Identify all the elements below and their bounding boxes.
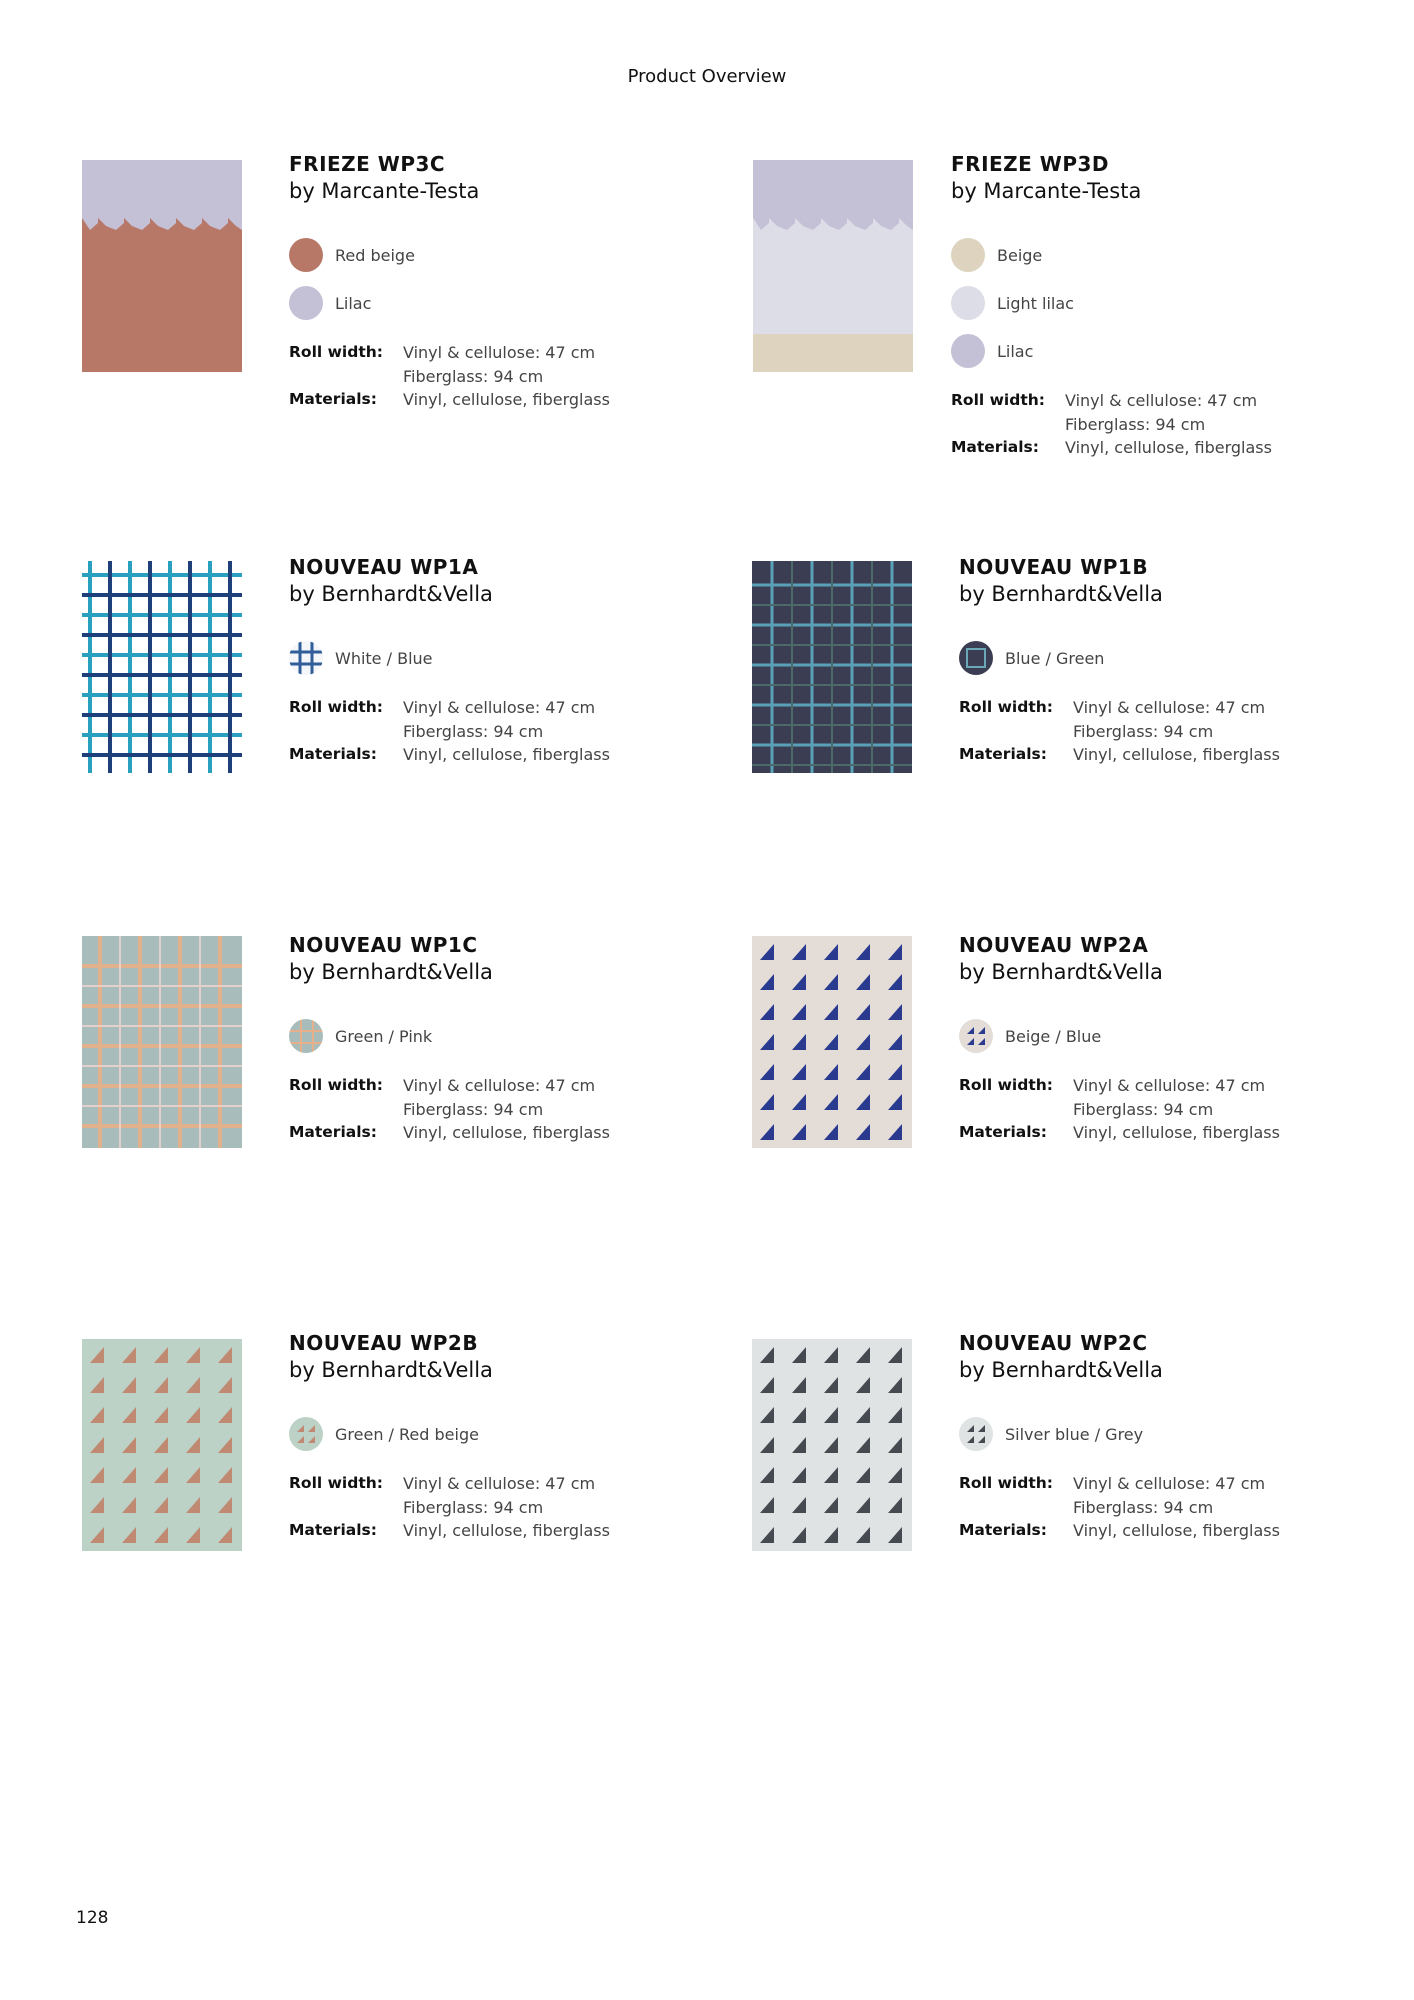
wallpaper-swatch-image[interactable] <box>82 561 242 773</box>
color-swatch-dot <box>289 286 323 320</box>
product-designer: by Bernhardt&Vella <box>289 1358 493 1382</box>
roll-width-vinyl: Vinyl & cellulose: 47 cm <box>1065 391 1258 410</box>
roll-width-fiberglass: Fiberglass: 94 cm <box>403 366 544 386</box>
color-options <box>289 1018 689 1054</box>
materials-value: Vinyl, cellulose, fiberglass <box>1065 438 1272 457</box>
product-title: NOUVEAU WP1C <box>289 933 478 957</box>
materials-value: Vinyl, cellulose, fiberglass <box>1073 1123 1280 1142</box>
color-name: Blue / Green <box>1005 648 1105 668</box>
color-name: Silver blue / Grey <box>1005 1424 1144 1444</box>
color-swatch-dot <box>289 238 323 272</box>
materials-label: Materials: <box>951 438 1039 456</box>
pattern-swatch-dot <box>289 641 323 675</box>
materials-value: Vinyl, cellulose, fiberglass <box>1073 745 1280 764</box>
roll-width-vinyl: Vinyl & cellulose: 47 cm <box>403 1474 596 1493</box>
materials-value: Vinyl, cellulose, fiberglass <box>403 1123 610 1142</box>
wallpaper-swatch-image[interactable] <box>752 561 912 773</box>
color-name: Beige / Blue <box>1005 1026 1102 1046</box>
roll-width-fiberglass: Fiberglass: 94 cm <box>403 721 544 741</box>
roll-width-vinyl: Vinyl & cellulose: 47 cm <box>403 1076 596 1095</box>
color-options <box>289 1416 689 1452</box>
pattern-swatch-dot <box>959 641 993 675</box>
roll-width-vinyl: Vinyl & cellulose: 47 cm <box>1073 1474 1266 1493</box>
product-specs <box>289 696 689 767</box>
roll-width-vinyl: Vinyl & cellulose: 47 cm <box>403 343 596 362</box>
color-option[interactable] <box>959 1018 1359 1054</box>
color-name: Light lilac <box>997 293 1074 313</box>
materials-value: Vinyl, cellulose, fiberglass <box>403 390 610 409</box>
color-options <box>289 640 689 676</box>
product-designer: by Bernhardt&Vella <box>959 1358 1163 1382</box>
roll-width-label: Roll width: <box>289 698 383 716</box>
roll-width-label: Roll width: <box>289 1474 383 1492</box>
product-designer: by Bernhardt&Vella <box>289 582 493 606</box>
roll-width-label: Roll width: <box>951 391 1045 409</box>
materials-label: Materials: <box>959 1123 1047 1141</box>
roll-width-fiberglass: Fiberglass: 94 cm <box>403 1497 544 1517</box>
color-option[interactable] <box>959 1416 1359 1452</box>
pattern-swatch-dot <box>289 1019 323 1053</box>
color-option[interactable] <box>951 237 1351 273</box>
materials-label: Materials: <box>289 1123 377 1141</box>
color-name: Lilac <box>335 293 372 313</box>
product-title: NOUVEAU WP2A <box>959 933 1149 957</box>
product-specs <box>959 1472 1359 1543</box>
product-designer: by Marcante-Testa <box>289 179 480 203</box>
materials-value: Vinyl, cellulose, fiberglass <box>403 745 610 764</box>
color-swatch-dot <box>951 286 985 320</box>
page-header: Product Overview <box>627 66 787 87</box>
product-specs <box>289 1074 689 1145</box>
color-option[interactable] <box>289 1416 689 1452</box>
product-specs <box>951 389 1351 460</box>
materials-label: Materials: <box>959 745 1047 763</box>
roll-width-vinyl: Vinyl & cellulose: 47 cm <box>403 698 596 717</box>
color-options <box>959 640 1359 676</box>
color-swatch-dot <box>951 238 985 272</box>
product-designer: by Bernhardt&Vella <box>959 960 1163 984</box>
product-title: NOUVEAU WP2C <box>959 1331 1148 1355</box>
color-name: White / Blue <box>335 648 433 668</box>
product-title: FRIEZE WP3C <box>289 152 446 176</box>
product-designer: by Marcante-Testa <box>951 179 1142 203</box>
roll-width-fiberglass: Fiberglass: 94 cm <box>1073 1099 1214 1119</box>
product-title: NOUVEAU WP1B <box>959 555 1149 579</box>
product-specs <box>289 341 689 412</box>
materials-label: Materials: <box>289 390 377 408</box>
color-options <box>959 1018 1359 1054</box>
wallpaper-swatch-image[interactable] <box>82 160 242 372</box>
color-options <box>289 237 689 321</box>
product-designer: by Bernhardt&Vella <box>959 582 1163 606</box>
color-name: Green / Pink <box>335 1026 433 1046</box>
roll-width-vinyl: Vinyl & cellulose: 47 cm <box>1073 1076 1266 1095</box>
materials-value: Vinyl, cellulose, fiberglass <box>403 1521 610 1540</box>
pattern-swatch-dot <box>959 1417 993 1451</box>
materials-label: Materials: <box>289 745 377 763</box>
color-name: Green / Red beige <box>335 1424 479 1444</box>
wallpaper-swatch-image[interactable] <box>752 1339 912 1551</box>
roll-width-fiberglass: Fiberglass: 94 cm <box>1065 414 1206 434</box>
roll-width-label: Roll width: <box>959 1474 1053 1492</box>
roll-width-fiberglass: Fiberglass: 94 cm <box>1073 721 1214 741</box>
roll-width-label: Roll width: <box>959 698 1053 716</box>
color-name: Red beige <box>335 245 415 265</box>
pattern-swatch-dot <box>289 1417 323 1451</box>
wallpaper-swatch-image[interactable] <box>82 1339 242 1551</box>
wallpaper-swatch-image[interactable] <box>753 160 913 372</box>
product-designer: by Bernhardt&Vella <box>289 960 493 984</box>
color-option[interactable] <box>289 640 689 676</box>
color-options <box>959 1416 1359 1452</box>
product-specs <box>959 696 1359 767</box>
wallpaper-swatch-image[interactable] <box>82 936 242 1148</box>
color-swatch-dot <box>951 334 985 368</box>
pattern-swatch-dot <box>959 1019 993 1053</box>
product-specs <box>959 1074 1359 1145</box>
materials-label: Materials: <box>959 1521 1047 1539</box>
product-title: NOUVEAU WP2B <box>289 1331 479 1355</box>
roll-width-label: Roll width: <box>289 1076 383 1094</box>
roll-width-label: Roll width: <box>289 343 383 361</box>
color-options <box>951 237 1351 369</box>
product-specs <box>289 1472 689 1543</box>
wallpaper-swatch-image[interactable] <box>752 936 912 1148</box>
color-name: Lilac <box>997 341 1034 361</box>
color-name: Beige <box>997 245 1043 265</box>
roll-width-fiberglass: Fiberglass: 94 cm <box>1073 1497 1214 1517</box>
color-option[interactable] <box>289 285 689 321</box>
materials-label: Materials: <box>289 1521 377 1539</box>
roll-width-fiberglass: Fiberglass: 94 cm <box>403 1099 544 1119</box>
roll-width-vinyl: Vinyl & cellulose: 47 cm <box>1073 698 1266 717</box>
materials-value: Vinyl, cellulose, fiberglass <box>1073 1521 1280 1540</box>
color-option[interactable] <box>951 333 1351 369</box>
color-option[interactable] <box>951 285 1351 321</box>
page-number: 128 <box>76 1908 109 1928</box>
product-title: NOUVEAU WP1A <box>289 555 479 579</box>
color-option[interactable] <box>289 1018 689 1054</box>
color-option[interactable] <box>959 640 1359 676</box>
roll-width-label: Roll width: <box>959 1076 1053 1094</box>
product-title: FRIEZE WP3D <box>951 152 1110 176</box>
color-option[interactable] <box>289 237 689 273</box>
